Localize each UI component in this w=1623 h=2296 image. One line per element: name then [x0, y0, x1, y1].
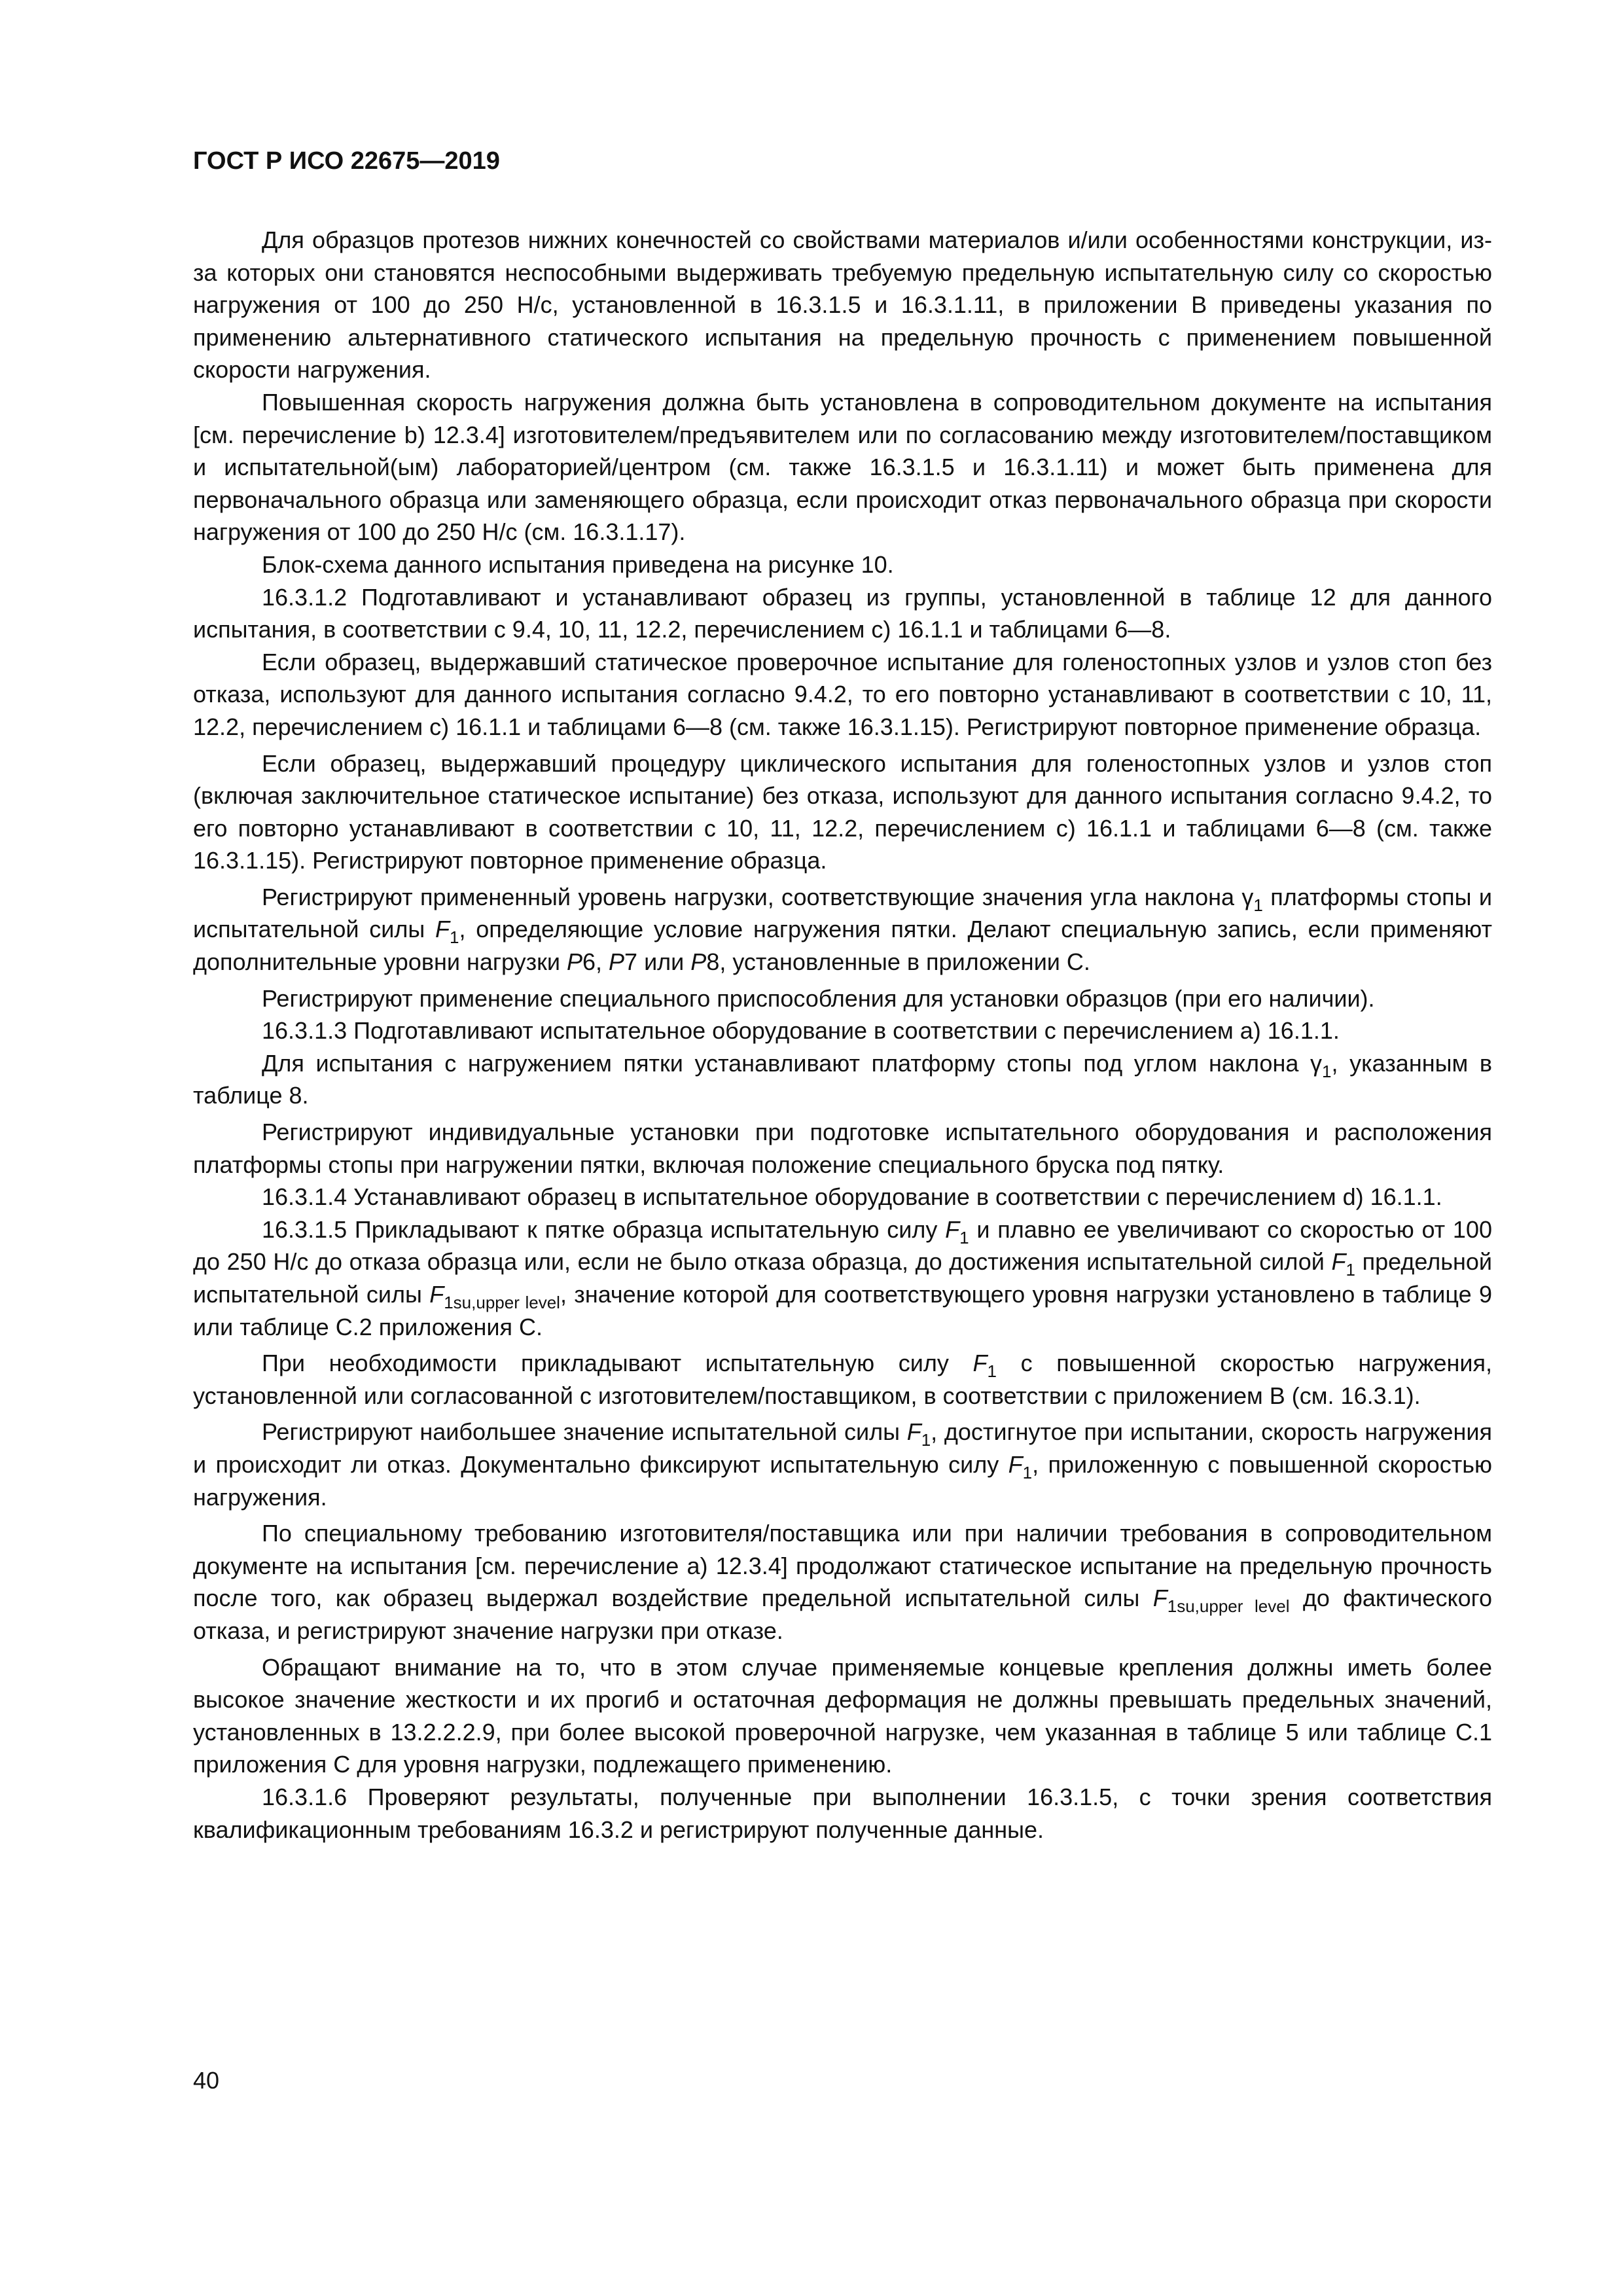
paragraph: Для испытания с нагружением пятки устанавливают платформу стопы под углом наклона $\gamma_1$, указанным в таблице 8.: [193, 1049, 1492, 1109]
paragraph: Повышенная скорость нагружения должна быть установлена в сопроводительном документе на испытания [см. перечисление b) 12.3.4] изготовителем/предъявителем или по согласованию между изготовителем/поставщиком и испытательной(ым) лабораторией/центром (см. также 16.3.1.5 и 16.3.1.11) и может быть применена для первоначального образца или заменяющего образца, если происходит отказ первоначального образца при скорости нагружения от 100 до 250 Н/с (см. 16.3.1.17).: [193, 388, 1492, 546]
standard-title: ГОСТ Р ИСО 22675—2019: [193, 147, 500, 175]
paragraph: 16.3.1.2 Подготавливают и устанавливают образец из группы, установленной в таблице 12 для данного испытания, в соответствии с 9.4, 10, 11, 12.2, перечислением с) 16.1.1 и таблицами 6—8.: [193, 583, 1492, 643]
paragraph: Обращают внимание на то, что в этом случае применяемые концевые крепления должны иметь более высокое значение жесткости и их прогиб и остаточная деформация не должны превышать предельных значений, установленных в 13.2.2.2.9, при более высокой проверочной нагрузке, чем указанная в таблице 5 или таблице С.1 приложения С для уровня нагрузки, подлежащего применению.: [193, 1653, 1492, 1778]
paragraph: Регистрируют примененный уровень нагрузки, соответствующие значения угла наклона $\gamma_1$ платформы стопы и испытательной силы $F_1$, определяющие условие нагружения пятки. Делают специальную запись, если применяют дополнительные уровни нагрузки P6, P7 или P8, установленные в приложении С.: [193, 883, 1492, 976]
paragraph: 16.3.1.6 Проверяют результаты, полученные при выполнении 16.3.1.5, с точки зрения соответствия квалификационным требованиям 16.3.2 и регистрируют полученные данные.: [193, 1783, 1492, 1843]
paragraph: Для образцов протезов нижних конечностей со свойствами материалов и/или особенностями конструкции, из-за которых они становятся неспособными выдерживать требуемую предельную испытательную силу со скоростью нагружения от 100 до 250 Н/с, установленной в 16.3.1.5 и 16.3.1.11, в приложении В приведены указания по применению альтернативного статического испытания на предельную прочность с применением повышенной скорости нагружения.: [193, 226, 1492, 384]
paragraph: При необходимости прикладывают испытательную силу $F_1$ с повышенной скоростью нагружения, установленной или согласованной с изготовителем/поставщиком, в соответствии с приложением В (см. 16.3.1).: [193, 1350, 1492, 1409]
paragraph: По специальному требованию изготовителя/поставщика или при наличии требования в сопроводительном документе на испытания [см. перечисление а) 12.3.4] продолжают статическое испытание на предельную прочность после того, как образец выдержал воздействие предельной испытательной силы $F_{1su,upper level}$ до фактического отказа, и регистрируют значение нагрузки при отказе.: [193, 1520, 1492, 1644]
paragraph: 16.3.1.3 Подготавливают испытательное оборудование в соответствии с перечислением а) 16.1.1.: [262, 1017, 1340, 1045]
paragraph: Регистрируют индивидуальные установки при подготовке испытательного оборудования и расположения платформы стопы при нагружении пятки, включая положение специального бруска под пятку.: [193, 1119, 1492, 1178]
paragraph: Если образец, выдержавший процедуру циклического испытания для голеностопных узлов и узлов стоп (включая заключительное статическое испытание) без отказа, используют для данного испытания согласно 9.4.2, то его повторно устанавливают в соответствии с 10, 11, 12.2, перечислением с) 16.1.1 и таблицами 6—8 (см. также 16.3.1.15). Регистрируют повторное применение образца.: [193, 749, 1492, 874]
paragraph: Блок-схема данного испытания приведена на рисунке 10.: [262, 550, 894, 578]
page-number: 40: [193, 2067, 220, 2094]
paragraph: Регистрируют наибольшее значение испытательной силы $F_1$, достигнутое при испытании, скорость нагружения и происходит ли отказ. Документально фиксируют испытательную силу $F_1$, приложенную с повышенной скоростью нагружения.: [193, 1418, 1492, 1511]
paragraph: Если образец, выдержавший статическое проверочное испытание для голеностопных узлов и узлов стоп без отказа, используют для данного испытания согласно 9.4.2, то его повторно устанавливают в соответствии с 10, 11, 12.2, перечислением с) 16.1.1 и таблицами 6—8 (см. также 16.3.1.15). Регистрируют повторное применение образца.: [193, 648, 1492, 740]
paragraph: 16.3.1.5 Прикладывают к пятке образца испытательную силу $F_1$ и плавно ее увеличивают со скоростью от 100 до 250 Н/с до отказа образца или, если не было отказа образца, до достижения испытательной силой $F_1$ предельной испытательной силы $F_{1su,upper level}$, значение которой для соответствующего уровня нагрузки установлено в таблице 9 или таблице С.2 приложения С.: [193, 1215, 1493, 1340]
body-text: [193, 224, 1492, 1846]
paragraph: 16.3.1.4 Устанавливают образец в испытательное оборудование в соответствии с перечислением d) 16.1.1.: [262, 1183, 1442, 1211]
paragraph: Регистрируют применение специального приспособления для установки образцов (при его наличии).: [262, 984, 1375, 1012]
